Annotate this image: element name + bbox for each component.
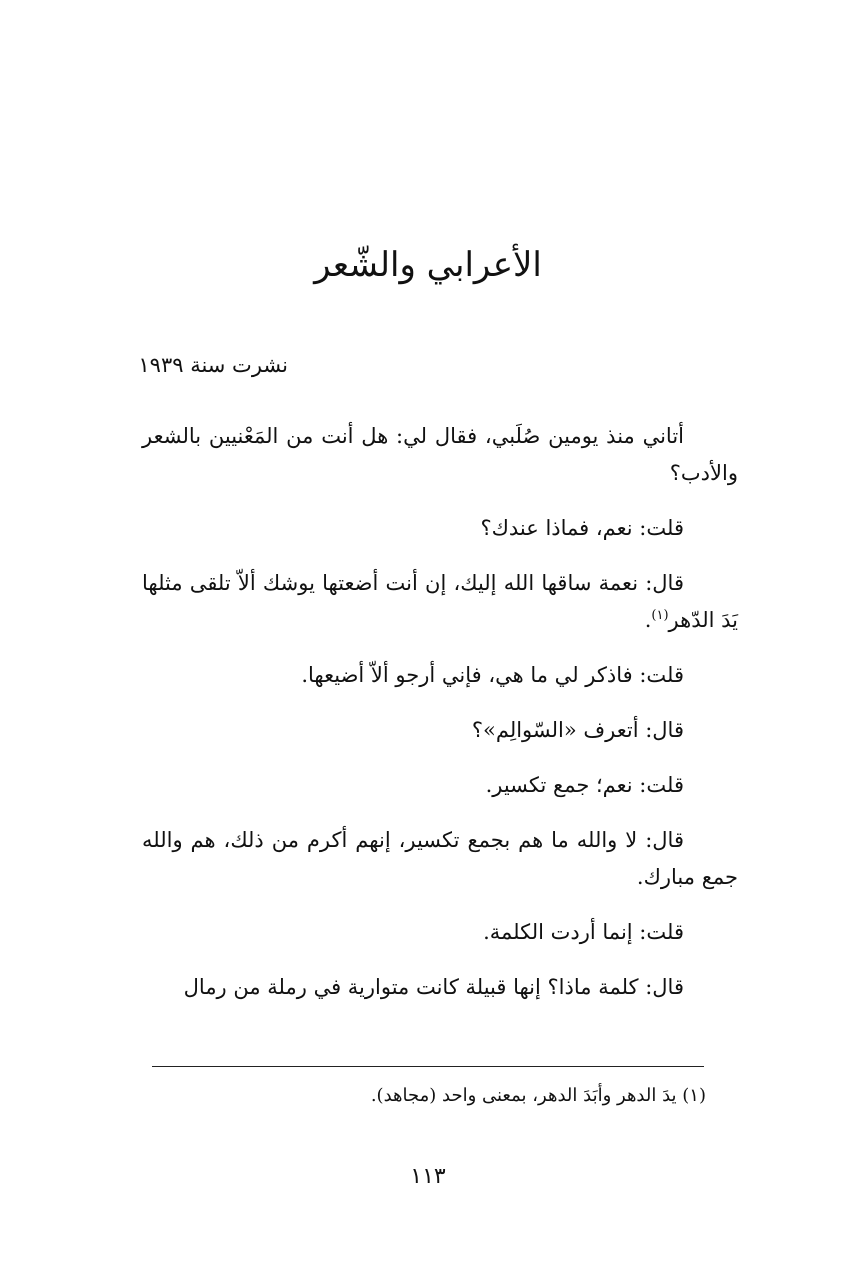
paragraph-text: قال: أتعرف «السّوالِم»؟	[471, 718, 684, 742]
paragraph	[142, 418, 738, 492]
paragraph-text: قلت: إنما أردت الكلمة.	[483, 920, 684, 944]
paragraph-text: أتاني منذ يومين صُلَبي، فقال لي: هل أنت من المَعْنيين بالشعر والأدب؟	[142, 424, 738, 485]
page-number: ١١٣	[410, 1164, 446, 1189]
paragraph	[142, 657, 738, 694]
footnote: (١) يدَ الدهر وأبَدَ الدهر، بمعنى واحد (مجاهد).	[370, 1085, 706, 1106]
paragraph	[142, 822, 738, 896]
footnote-divider	[152, 1066, 704, 1067]
paragraph-text: قال: كلمة ماذا؟ إنها قبيلة كانت متوارية في رملة من رمال	[183, 975, 684, 999]
paragraph	[142, 565, 738, 639]
paragraph-text: قلت: نعم، فماذا عندك؟	[480, 516, 684, 540]
paragraph-text: قلت: نعم؛ جمع تكسير.	[485, 773, 684, 797]
paragraph-text: قال: نعمة ساقها الله إليك، إن أنت أضعتها يوشك ألاّ تلقى مثلها يَدَ الدّهر	[142, 571, 738, 632]
paragraph	[142, 712, 738, 749]
paragraph	[142, 969, 738, 1006]
footnote-reference[interactable]: (١)	[651, 608, 669, 623]
chapter-title: الأعرابي والشّعر	[314, 245, 542, 285]
paragraph	[142, 510, 738, 547]
publication-note: نشرت سنة ١٩٣٩	[138, 353, 288, 377]
body-text	[142, 418, 738, 1024]
paragraph-text: قلت: فاذكر لي ما هي، فإني أرجو ألاّ أضيعها.	[301, 663, 684, 687]
paragraph-punctuation: .	[644, 608, 652, 632]
paragraph	[142, 914, 738, 951]
paragraph-text: قال: لا والله ما هم بجمع تكسير، إنهم أكرم من ذلك، هم والله جمع مبارك.	[142, 828, 738, 889]
paragraph	[142, 767, 738, 804]
